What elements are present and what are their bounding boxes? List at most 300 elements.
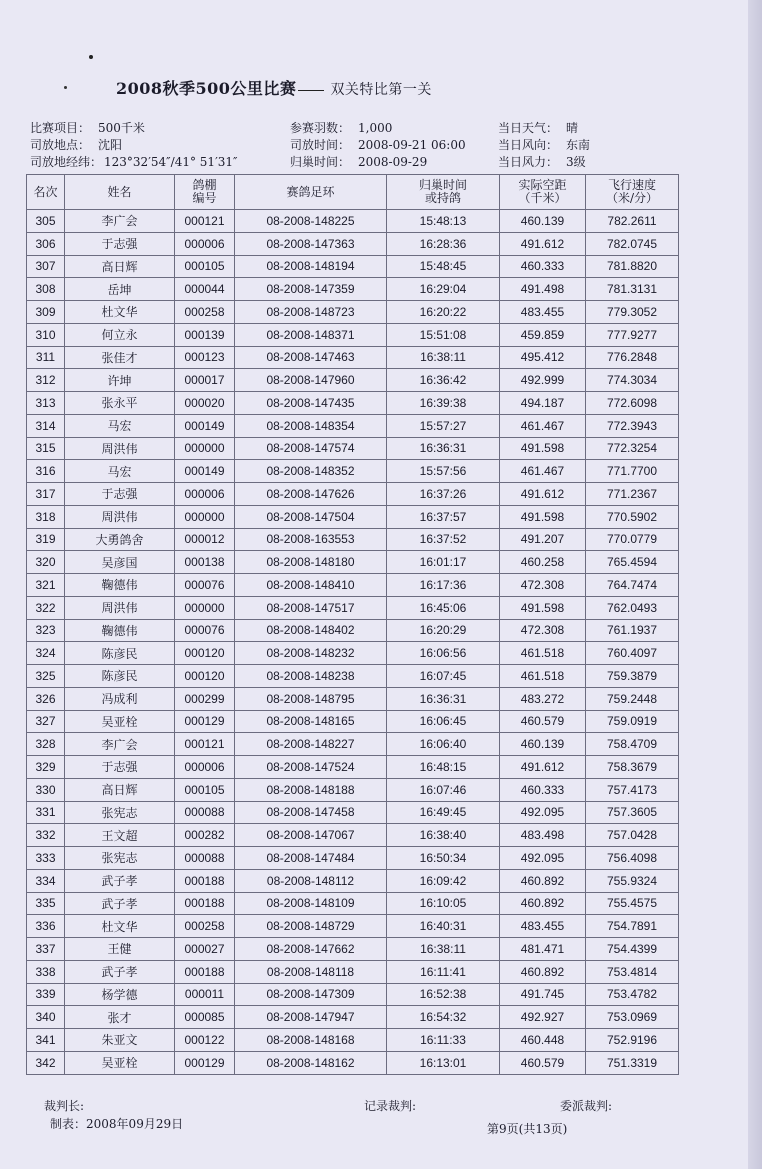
distance-cell: 460.448 — [500, 1029, 586, 1052]
name-cell: 高日辉 — [65, 255, 175, 278]
info-label: 参赛羽数： — [290, 121, 351, 135]
ring-number-cell: 08-2008-147484 — [235, 847, 387, 870]
return-time-cell: 16:36:31 — [387, 437, 500, 460]
ring-number-cell: 08-2008-148723 — [235, 301, 387, 324]
table-row — [27, 1051, 679, 1074]
title-main: 2008秋季500公里比赛 — [116, 79, 297, 98]
table-row — [27, 551, 679, 574]
return-time-cell: 16:17:36 — [387, 574, 500, 597]
rank-cell: 336 — [27, 915, 65, 938]
distance-cell: 492.927 — [500, 1006, 586, 1029]
table-row — [27, 460, 679, 483]
loft-number-cell: 000088 — [175, 847, 235, 870]
info-value: 500千米 — [98, 121, 145, 135]
ring-number-cell: 08-2008-148165 — [235, 710, 387, 733]
info-label: 司放地点： — [30, 138, 91, 152]
return-time-cell: 16:07:46 — [387, 778, 500, 801]
distance-cell: 460.258 — [500, 551, 586, 574]
ring-number-header: 赛鸽足环 — [235, 175, 387, 210]
name-cell: 李广会 — [65, 210, 175, 233]
rank-cell: 333 — [27, 847, 65, 870]
speck-mark — [64, 86, 67, 89]
ring-number-cell: 08-2008-147947 — [235, 1006, 387, 1029]
return-time-cell: 15:57:27 — [387, 414, 500, 437]
loft-number-cell: 000139 — [175, 323, 235, 346]
ring-number-cell: 08-2008-148188 — [235, 778, 387, 801]
distance-cell: 460.579 — [500, 710, 586, 733]
distance-cell: 483.498 — [500, 824, 586, 847]
rank-cell: 317 — [27, 483, 65, 506]
ring-number-cell: 08-2008-147504 — [235, 505, 387, 528]
table-header-row — [27, 175, 679, 210]
ring-number-cell: 08-2008-148194 — [235, 255, 387, 278]
table-row — [27, 483, 679, 506]
table-row — [27, 642, 679, 665]
loft-number-cell: 000149 — [175, 460, 235, 483]
ring-number-cell: 08-2008-147359 — [235, 278, 387, 301]
name-cell: 吴亚栓 — [65, 710, 175, 733]
distance-cell: 492.095 — [500, 847, 586, 870]
rank-cell: 329 — [27, 756, 65, 779]
name-cell: 周洪伟 — [65, 596, 175, 619]
rank-cell: 306 — [27, 232, 65, 255]
return-time-cell: 16:38:40 — [387, 824, 500, 847]
speed-cell: 781.8820 — [586, 255, 679, 278]
speck-mark — [89, 55, 93, 59]
distance-cell: 492.999 — [500, 369, 586, 392]
made-label: 制表： — [50, 1117, 87, 1131]
loft-number-cell: 000006 — [175, 756, 235, 779]
rank-cell: 308 — [27, 278, 65, 301]
name-cell: 鞠德伟 — [65, 574, 175, 597]
loft-number-cell: 000000 — [175, 596, 235, 619]
distance-cell: 460.892 — [500, 869, 586, 892]
return-time-cell: 16:06:56 — [387, 642, 500, 665]
return-time-cell: 16:11:33 — [387, 1029, 500, 1052]
ring-number-cell: 08-2008-148180 — [235, 551, 387, 574]
rank-cell: 330 — [27, 778, 65, 801]
table-row — [27, 278, 679, 301]
name-cell: 杨学德 — [65, 983, 175, 1006]
table-row — [27, 301, 679, 324]
loft-number-cell: 000120 — [175, 665, 235, 688]
ring-number-cell: 08-2008-147574 — [235, 437, 387, 460]
name-cell: 冯成利 — [65, 687, 175, 710]
table-row — [27, 210, 679, 233]
info-label: 归巢时间： — [290, 155, 351, 169]
rank-cell: 338 — [27, 960, 65, 983]
ring-number-cell: 08-2008-148352 — [235, 460, 387, 483]
name-header: 姓名 — [65, 175, 175, 210]
loft-number-cell: 000149 — [175, 414, 235, 437]
return-time-cell: 15:48:45 — [387, 255, 500, 278]
info-weather — [498, 119, 586, 136]
ring-number-cell: 08-2008-147458 — [235, 801, 387, 824]
loft-number-cell: 000282 — [175, 824, 235, 847]
info-release-time — [290, 136, 474, 153]
ring-number-cell: 08-2008-147067 — [235, 824, 387, 847]
info-distance — [30, 119, 153, 136]
loft-number-cell: 000000 — [175, 505, 235, 528]
ring-number-cell: 08-2008-148112 — [235, 869, 387, 892]
made-by — [50, 1115, 183, 1132]
rank-cell: 328 — [27, 733, 65, 756]
speed-cell: 752.9196 — [586, 1029, 679, 1052]
loft-number-cell: 000012 — [175, 528, 235, 551]
loft-number-cell: 000076 — [175, 574, 235, 597]
distance-cell: 460.892 — [500, 892, 586, 915]
rank-cell: 321 — [27, 574, 65, 597]
made-date: 2008年09月29日 — [86, 1117, 184, 1131]
return-time-cell: 16:38:11 — [387, 346, 500, 369]
info-entries — [290, 119, 400, 136]
rank-cell: 312 — [27, 369, 65, 392]
name-cell: 张永平 — [65, 392, 175, 415]
return-time-cell: 16:11:41 — [387, 960, 500, 983]
rank-cell: 315 — [27, 437, 65, 460]
name-cell: 武子孝 — [65, 892, 175, 915]
loft-number-cell: 000123 — [175, 346, 235, 369]
loft-number-cell: 000105 — [175, 778, 235, 801]
loft-number-cell: 000129 — [175, 1051, 235, 1074]
distance-cell: 491.207 — [500, 528, 586, 551]
info-value: 东南 — [566, 138, 591, 152]
speed-cell: 760.4097 — [586, 642, 679, 665]
rank-cell: 326 — [27, 687, 65, 710]
return-time-cell: 16:39:38 — [387, 392, 500, 415]
distance-cell: 491.498 — [500, 278, 586, 301]
table-row — [27, 915, 679, 938]
speed-cell: 757.0428 — [586, 824, 679, 847]
ring-number-cell: 08-2008-148168 — [235, 1029, 387, 1052]
speed-cell: 758.3679 — [586, 756, 679, 779]
distance-cell: 481.471 — [500, 938, 586, 961]
name-cell: 李广会 — [65, 733, 175, 756]
table-row — [27, 596, 679, 619]
name-cell: 吴彦国 — [65, 551, 175, 574]
loft-number-cell: 000121 — [175, 210, 235, 233]
speed-cell: 756.4098 — [586, 847, 679, 870]
name-cell: 吴亚栓 — [65, 1051, 175, 1074]
ring-number-cell: 08-2008-148402 — [235, 619, 387, 642]
return-time-cell: 16:37:57 — [387, 505, 500, 528]
table-row — [27, 778, 679, 801]
rank-cell: 311 — [27, 346, 65, 369]
distance-cell: 460.139 — [500, 733, 586, 756]
speed-cell: 779.3052 — [586, 301, 679, 324]
ring-number-cell: 08-2008-147626 — [235, 483, 387, 506]
info-release-site — [30, 136, 130, 153]
results-table — [26, 174, 679, 1075]
loft-number-cell: 000105 — [175, 255, 235, 278]
table-row — [27, 346, 679, 369]
distance-cell: 491.598 — [500, 437, 586, 460]
name-cell: 于志强 — [65, 232, 175, 255]
speed-header: 飞行速度 （米/分） — [586, 175, 679, 210]
ring-number-cell: 08-2008-148232 — [235, 642, 387, 665]
rank-cell: 305 — [27, 210, 65, 233]
name-cell: 马宏 — [65, 414, 175, 437]
speed-cell: 753.4814 — [586, 960, 679, 983]
name-cell: 武子孝 — [65, 960, 175, 983]
rank-cell: 341 — [27, 1029, 65, 1052]
rank-cell: 310 — [27, 323, 65, 346]
rank-cell: 309 — [27, 301, 65, 324]
distance-cell: 472.308 — [500, 574, 586, 597]
table-row — [27, 665, 679, 688]
info-return-time — [290, 153, 435, 170]
record-judge-label: 记录裁判: — [364, 1099, 417, 1113]
speed-cell: 754.4399 — [586, 938, 679, 961]
distance-cell: 461.467 — [500, 460, 586, 483]
return-time-cell: 16:37:52 — [387, 528, 500, 551]
rank-header: 名次 — [27, 175, 65, 210]
loft-number-cell: 000000 — [175, 437, 235, 460]
loft-number-cell: 000017 — [175, 369, 235, 392]
distance-cell: 459.859 — [500, 323, 586, 346]
ring-number-cell: 08-2008-163553 — [235, 528, 387, 551]
loft-number-cell: 000122 — [175, 1029, 235, 1052]
loft-number-cell: 000044 — [175, 278, 235, 301]
rank-cell: 322 — [27, 596, 65, 619]
loft-number-cell: 000011 — [175, 983, 235, 1006]
loft-number-cell: 000258 — [175, 915, 235, 938]
name-cell: 何立永 — [65, 323, 175, 346]
distance-cell: 491.612 — [500, 483, 586, 506]
rank-cell: 325 — [27, 665, 65, 688]
table-row — [27, 687, 679, 710]
distance-cell: 495.412 — [500, 346, 586, 369]
title-sub: 双关特比第一关 — [330, 82, 432, 98]
speed-cell: 770.5902 — [586, 505, 679, 528]
ring-number-cell: 08-2008-148729 — [235, 915, 387, 938]
speed-cell: 755.4575 — [586, 892, 679, 915]
info-coordinates — [30, 153, 246, 170]
speed-cell: 771.2367 — [586, 483, 679, 506]
table-body — [27, 210, 679, 1075]
info-label: 当日风向： — [498, 138, 559, 152]
ring-number-cell: 08-2008-147309 — [235, 983, 387, 1006]
rank-cell: 335 — [27, 892, 65, 915]
table-row — [27, 801, 679, 824]
info-value: 3级 — [566, 155, 586, 169]
loft-number-cell: 000006 — [175, 483, 235, 506]
speed-cell: 781.3131 — [586, 278, 679, 301]
distance-cell: 460.333 — [500, 778, 586, 801]
appointed-judge-label: 委派裁判: — [560, 1099, 613, 1113]
return-time-cell: 15:57:56 — [387, 460, 500, 483]
speed-cell: 759.2448 — [586, 687, 679, 710]
info-label: 当日天气： — [498, 121, 559, 135]
distance-cell: 491.612 — [500, 232, 586, 255]
name-cell: 马宏 — [65, 460, 175, 483]
return-time-cell: 16:49:45 — [387, 801, 500, 824]
return-time-cell: 16:50:34 — [387, 847, 500, 870]
name-cell: 张才 — [65, 1006, 175, 1029]
table-row — [27, 392, 679, 415]
table-row — [27, 938, 679, 961]
name-cell: 岳坤 — [65, 278, 175, 301]
speed-cell: 777.9277 — [586, 323, 679, 346]
name-cell: 高日辉 — [65, 778, 175, 801]
table-row — [27, 1006, 679, 1029]
table-row — [27, 869, 679, 892]
ring-number-cell: 08-2008-147517 — [235, 596, 387, 619]
speed-cell: 772.3254 — [586, 437, 679, 460]
name-cell: 许坤 — [65, 369, 175, 392]
info-value: 123°32′54″/41° 51′31″ — [104, 155, 238, 169]
loft-number-cell: 000258 — [175, 301, 235, 324]
return-time-cell: 16:38:11 — [387, 938, 500, 961]
speed-cell: 758.4709 — [586, 733, 679, 756]
table-row — [27, 733, 679, 756]
distance-cell: 483.455 — [500, 915, 586, 938]
rank-cell: 337 — [27, 938, 65, 961]
speed-cell: 755.9324 — [586, 869, 679, 892]
return-time-cell: 16:45:06 — [387, 596, 500, 619]
name-cell: 杜文华 — [65, 915, 175, 938]
name-cell: 大勇鸽舍 — [65, 528, 175, 551]
title-underline — [298, 90, 324, 91]
speed-cell: 764.7474 — [586, 574, 679, 597]
table-row — [27, 1029, 679, 1052]
table-row — [27, 960, 679, 983]
return-time-header: 归巢时间 或持鸽 — [387, 175, 500, 210]
speed-cell: 759.3879 — [586, 665, 679, 688]
speed-cell: 751.3319 — [586, 1051, 679, 1074]
ring-number-cell: 08-2008-148109 — [235, 892, 387, 915]
rank-cell: 323 — [27, 619, 65, 642]
ring-number-cell: 08-2008-148227 — [235, 733, 387, 756]
table-row — [27, 414, 679, 437]
info-label: 司放时间： — [290, 138, 351, 152]
rank-cell: 318 — [27, 505, 65, 528]
speed-cell: 771.7700 — [586, 460, 679, 483]
name-cell: 王文超 — [65, 824, 175, 847]
loft-number-cell: 000027 — [175, 938, 235, 961]
distance-cell: 461.467 — [500, 414, 586, 437]
speed-cell: 782.0745 — [586, 232, 679, 255]
info-value: 2008-09-21 06:00 — [358, 138, 466, 152]
ring-number-cell: 08-2008-147363 — [235, 232, 387, 255]
loft-number-cell: 000121 — [175, 733, 235, 756]
info-wind-direction — [498, 136, 598, 153]
name-cell: 武子孝 — [65, 869, 175, 892]
distance-cell: 472.308 — [500, 619, 586, 642]
page-edge — [748, 0, 762, 1169]
return-time-cell: 16:37:26 — [387, 483, 500, 506]
speed-cell: 754.7891 — [586, 915, 679, 938]
ring-number-cell: 08-2008-147435 — [235, 392, 387, 415]
ring-number-cell: 08-2008-148225 — [235, 210, 387, 233]
table-row — [27, 574, 679, 597]
loft-number-cell: 000188 — [175, 960, 235, 983]
table-row — [27, 710, 679, 733]
rank-cell: 331 — [27, 801, 65, 824]
return-time-cell: 16:01:17 — [387, 551, 500, 574]
speed-cell: 761.1937 — [586, 619, 679, 642]
ring-number-cell: 08-2008-148118 — [235, 960, 387, 983]
distance-cell: 491.745 — [500, 983, 586, 1006]
loft-number-cell: 000299 — [175, 687, 235, 710]
speed-cell: 772.6098 — [586, 392, 679, 415]
return-time-cell: 16:07:45 — [387, 665, 500, 688]
info-value: 1,000 — [358, 121, 393, 135]
loft-number-cell: 000085 — [175, 1006, 235, 1029]
return-time-cell: 16:52:38 — [387, 983, 500, 1006]
document-title — [116, 76, 432, 99]
return-time-cell: 16:20:29 — [387, 619, 500, 642]
table-row — [27, 847, 679, 870]
name-cell: 张佳才 — [65, 346, 175, 369]
ring-number-cell: 08-2008-147960 — [235, 369, 387, 392]
return-time-cell: 16:36:42 — [387, 369, 500, 392]
speed-cell: 762.0493 — [586, 596, 679, 619]
distance-cell: 460.333 — [500, 255, 586, 278]
loft-number-cell: 000006 — [175, 232, 235, 255]
rank-cell: 307 — [27, 255, 65, 278]
name-cell: 鞠德伟 — [65, 619, 175, 642]
info-label: 司放地经纬： — [30, 155, 103, 169]
table-row — [27, 619, 679, 642]
speed-cell: 757.4173 — [586, 778, 679, 801]
ring-number-cell: 08-2008-148162 — [235, 1051, 387, 1074]
info-wind-force — [498, 153, 594, 170]
speed-cell: 759.0919 — [586, 710, 679, 733]
return-time-cell: 15:48:13 — [387, 210, 500, 233]
distance-cell: 491.598 — [500, 596, 586, 619]
loft-number-cell: 000020 — [175, 392, 235, 415]
return-time-cell: 16:48:15 — [387, 756, 500, 779]
name-cell: 张宪志 — [65, 801, 175, 824]
table-row — [27, 437, 679, 460]
loft-number-cell: 000076 — [175, 619, 235, 642]
info-label: 当日风力： — [498, 155, 559, 169]
speed-cell: 772.3943 — [586, 414, 679, 437]
name-cell: 朱亚文 — [65, 1029, 175, 1052]
rank-cell: 319 — [27, 528, 65, 551]
loft-number-cell: 000188 — [175, 869, 235, 892]
ring-number-cell: 08-2008-148238 — [235, 665, 387, 688]
page-info: 第9页(共13页) — [487, 1122, 568, 1136]
return-time-cell: 16:06:40 — [387, 733, 500, 756]
speed-cell: 757.3605 — [586, 801, 679, 824]
table-row — [27, 323, 679, 346]
distance-cell: 491.598 — [500, 505, 586, 528]
name-cell: 张宪志 — [65, 847, 175, 870]
speed-cell: 774.3034 — [586, 369, 679, 392]
distance-cell: 460.579 — [500, 1051, 586, 1074]
name-cell: 陈彦民 — [65, 665, 175, 688]
return-time-cell: 15:51:08 — [387, 323, 500, 346]
return-time-cell: 16:29:04 — [387, 278, 500, 301]
speed-cell: 765.4594 — [586, 551, 679, 574]
name-cell: 周洪伟 — [65, 437, 175, 460]
ring-number-cell: 08-2008-147662 — [235, 938, 387, 961]
name-cell: 于志强 — [65, 756, 175, 779]
name-cell: 杜文华 — [65, 301, 175, 324]
return-time-cell: 16:36:31 — [387, 687, 500, 710]
table-row — [27, 255, 679, 278]
distance-header: 实际空距 （千米） — [500, 175, 586, 210]
table-row — [27, 756, 679, 779]
judge-label: 裁判长: — [44, 1099, 85, 1113]
table-row — [27, 232, 679, 255]
ring-number-cell: 08-2008-148410 — [235, 574, 387, 597]
rank-cell: 324 — [27, 642, 65, 665]
return-time-cell: 16:13:01 — [387, 1051, 500, 1074]
return-time-cell: 16:54:32 — [387, 1006, 500, 1029]
